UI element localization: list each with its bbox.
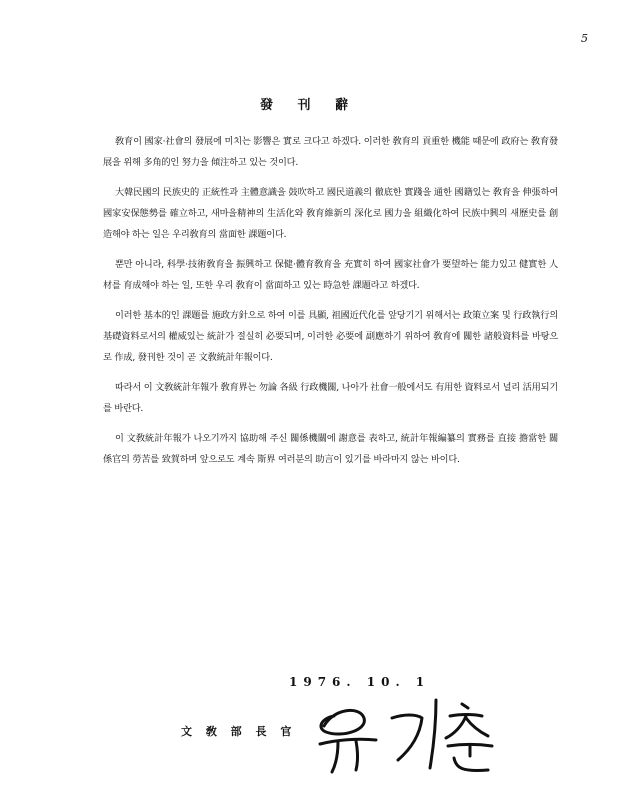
paragraph: 따라서 이 文敎統計年報가 敎育界는 勿論 各級 行政機關, 나아가 社會一般에서도 有用한 資料로서 널리 活用되기를 바란다. <box>103 382 558 414</box>
paragraph: 뿐만 아니라, 科學·技術敎育을 振興하고 保健·體育敎育을 充實히 하여 國家社會가 要望하는 能力있고 健實한 人材를 育成해야 하는 일, 또한 우리 敎育이 當面하고 있는 時急한 課題라고 하겠다. <box>103 259 558 291</box>
body-text <box>103 131 558 479</box>
paragraph: 이러한 基本的인 課題를 施政方針으로 하여 이를 具顯, 祖國近代化를 앞당기기 위해서는 政策立案 및 行政執行의 基礎資料로서의 權威있는 統計가 절실히 必要되며, 이러한 必要에 副應하기 위하여 敎育에 關한 諸般資料를 바탕으로 作成, 發刊한 것이 곧 文敎統計年報이다. <box>103 310 558 363</box>
handwritten-signature <box>312 688 502 778</box>
paragraph: 敎育이 國家·社會의 發展에 미치는 影響은 實로 크다고 하겠다. 이러한 敎育의 貢重한 機能 때문에 政府는 敎育發展을 위해 多角的인 努力을 傾注하고 있는 것이다. <box>103 136 558 168</box>
page-number: 5 <box>581 32 588 45</box>
issue-date: 1976. 10. 1 <box>289 675 431 689</box>
signer-title: 文 敎 部 長 官 <box>181 725 297 738</box>
document-title: 發 刊 辭 <box>259 98 359 113</box>
paragraph: 大韓民國의 民族史的 正統性과 主體意識을 鼓吹하고 國民道義의 徹底한 實踐을 通한 國籍있는 敎育을 伸張하여 國家安保態勢를 確立하고, 새마을精神의 生活化와 敎育維新의 深化로 國力을 組織化하여 民族中興의 새歷史를 創造해야 하는 일은 우리敎育의 當面한 課題이다. <box>103 187 558 240</box>
paragraph: 이 文敎統計年報가 나오기까지 協助해 주신 關係機關에 謝意를 表하고, 統計年報編纂의 實務를 直接 擔當한 關係官의 勞苦를 致賀하며 앞으로도 계속 斯界 여러분의 助言이 있기를 바라마지 않는 바이다. <box>103 433 558 465</box>
